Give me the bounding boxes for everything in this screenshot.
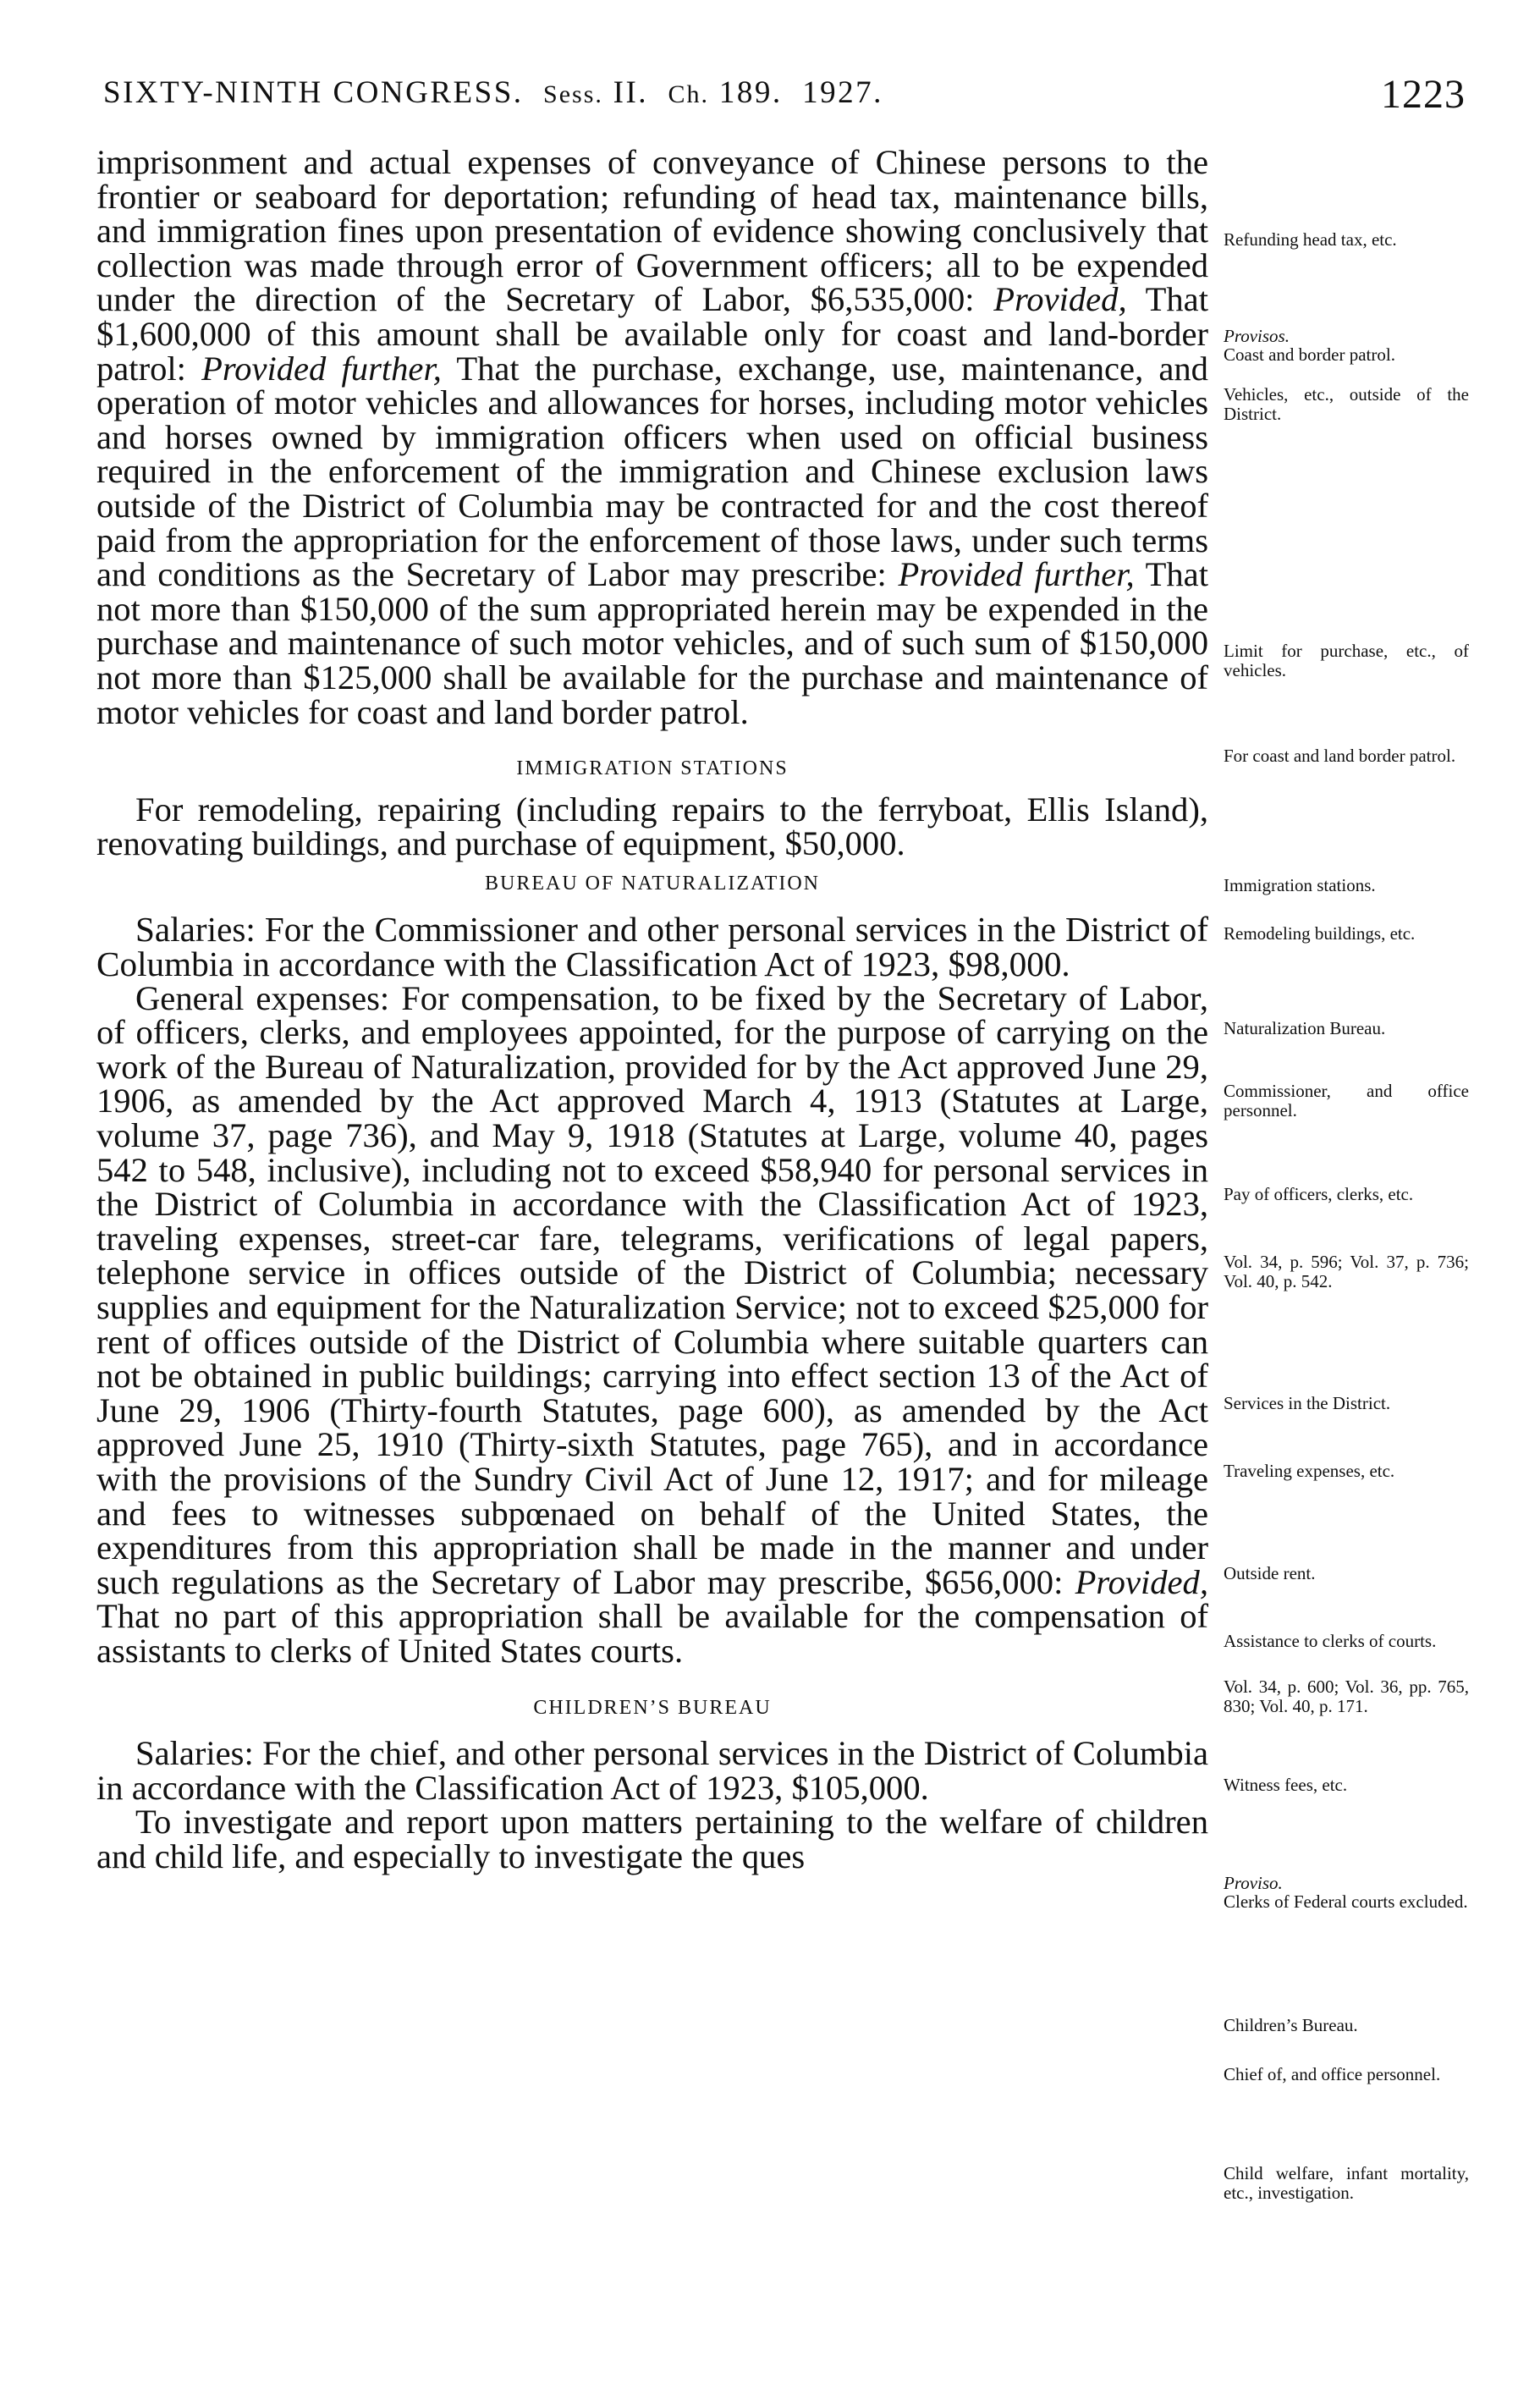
page-number: 1223 xyxy=(1381,72,1466,117)
text-run: imprisonment and actual expenses of conveyance of Chinese persons to the frontier or seaboard for deportation; refunding of head tax, maintenance bills, and immigration fines upon presentation of evidence showing conclusively that collection was made through error of Government officers; all to be expended under the direction of the Secretary of Labor, $6,535,000: xyxy=(96,143,1208,319)
proviso-word: Provided further, xyxy=(201,349,442,388)
margin-note-child-welfare: Child welfare, infant mortality, etc., investigation. xyxy=(1224,2163,1469,2203)
paragraph-naturalization-general-expenses xyxy=(96,978,1208,1670)
margin-note-assistance: Assistance to clerks of courts. xyxy=(1224,1631,1437,1651)
congress-title: SIXTY-NINTH CONGRESS. xyxy=(103,75,524,110)
margin-note-traveling: Traveling expenses, etc. xyxy=(1224,1461,1395,1481)
heading-immigration-stations: IMMIGRATION STATIONS xyxy=(516,757,789,780)
margin-note-commissioner: Commissioner, and office personnel. xyxy=(1224,1081,1469,1120)
margin-note-proviso-label: Proviso. xyxy=(1224,1873,1283,1893)
margin-note-limit: Limit for purchase, etc., of vehicles. xyxy=(1224,641,1469,680)
header-title xyxy=(103,74,883,111)
session-label: Sess. xyxy=(543,80,603,108)
margin-note-outside-rent: Outside rent. xyxy=(1224,1563,1316,1583)
heading-childrens-bureau: CHILDREN’S BUREAU xyxy=(533,1696,772,1719)
margin-note-chief: Chief of, and office personnel. xyxy=(1224,2064,1441,2084)
margin-note-vol-ref: Vol. 34, p. 596; Vol. 37, p. 736; Vol. 40, p. 542. xyxy=(1224,1252,1469,1291)
margin-note-vehicles: Vehicles, etc., outside of the District. xyxy=(1224,384,1469,424)
margin-note-provisos-label: Provisos. xyxy=(1224,326,1290,346)
margin-note-childrens-bureau: Children’s Bureau. xyxy=(1224,2015,1358,2035)
paragraph-immigration-stations: For remodeling, repairing (including repairs to the ferryboat, Ellis Island), renovating buildings, and purchase of equipment, $50,000. xyxy=(96,790,1208,863)
margin-note-pay: Pay of officers, clerks, etc. xyxy=(1224,1184,1414,1204)
running-header xyxy=(103,74,1466,125)
margin-note-refunding: Refunding head tax, etc. xyxy=(1224,229,1397,250)
header-year: 1927. xyxy=(802,75,883,110)
text-run: That no part of this appropriation shall be available for the compensation of assistants to clerks of United States courts. xyxy=(96,1597,1208,1670)
chapter-number: 189. xyxy=(718,75,783,110)
margin-note-naturalization-bureau: Naturalization Bureau. xyxy=(1224,1018,1386,1038)
text-run: That not more than $150,000 of the sum appropriated herein may be expended in the purchase and maintenance of such motor vehicles, and of such sum of $150,000 not more than $125,000 shall be available for the purchase and maintenance of motor vehicles for coast and land border patrol. xyxy=(96,555,1208,731)
paragraph-immigration-expenses xyxy=(96,143,1208,731)
chapter-label: Ch. xyxy=(668,80,710,108)
margin-note-immigration-stations: Immigration stations. xyxy=(1224,875,1376,895)
paragraph-childrens-salaries: Salaries: For the chief, and other personal services in the District of Columbia in accordance with the Classification Act of 1923, $105,000. xyxy=(96,1734,1208,1807)
paragraph-child-welfare: To investigate and report upon matters pertaining to the welfare of children and child life, and especially to investigate the ques xyxy=(96,1803,1208,1875)
proviso-word: Provided, xyxy=(1075,1562,1208,1601)
proviso-word: Provided, xyxy=(993,280,1127,319)
margin-note-services: Services in the District. xyxy=(1224,1393,1391,1413)
text-run: That $1,600,000 of this amount shall be available only for coast and land-border patrol: xyxy=(96,280,1208,388)
proviso-word: Provided further, xyxy=(898,555,1135,594)
text-run: That the purchase, exchange, use, maintenance, and operation of motor vehicles and allowances for horses, including motor vehicles and horses owned by immigration officers when used on official business required in the enforcement of the immigration and Chinese exclusion laws outside of the District of Columbia may be contracted for and the cost thereof paid from the appropriation for the enforcement of those laws, under such terms and conditions as the Secretary of Labor may prescribe: xyxy=(96,349,1208,594)
session-number: II. xyxy=(613,75,649,110)
paragraph-naturalization-salaries: Salaries: For the Commissioner and other personal services in the District of Columbia in accordance with the Classification Act of 1923, $98,000. xyxy=(96,910,1208,984)
margin-note-vol-ref-2: Vol. 34, p. 600; Vol. 36, pp. 765, 830; Vol. 40, p. 171. xyxy=(1224,1676,1469,1716)
main-text-column xyxy=(96,143,1208,1875)
text-run: General expenses: For compensation, to be fixed by the Secretary of Labor, of officers, clerks, and employees appointed, for the purpose of carrying on the work of the Bureau of Naturalization, provided for by the Act approved June 29, 1906, as amended by the Act approved March 4, 1913 (Statutes at Large, volume 37, page 736), and May 9, 1918 (Statutes at Large, volume 40, pages 542 to 548, inclusive), including not to exceed $58,940 for personal services in the District of Columbia in accordance with the Classification Act of 1923, traveling expenses, street-car fare, telegrams, verifications of legal papers, telephone service in offices outside of the District of Columbia; necessary supplies and equipment for the Naturalization Service; not to exceed $25,000 for rent of offices outside of the District of Columbia where suitable quarters can not be obtained in public buildings; carrying into effect section 13 of the Act of June 29, 1906 (Thirty-fourth Statutes, page 600), as amended by the Act approved June 25, 1910 (Thirty-sixth Statutes, page 765), and in accordance with the provisions of the Sundry Civil Act of June 12, 1917; and for mileage and fees to witnesses subpœnaed on behalf of the United States, the expenditures from this appropriation shall be made in the manner and under such regulations as the Secretary of Labor may prescribe, $656,000: xyxy=(96,978,1208,1601)
margin-note-for-coast: For coast and land border patrol. xyxy=(1224,746,1456,766)
margin-note-clerks: Clerks of Federal courts excluded. xyxy=(1224,1891,1468,1912)
margin-note-remodeling: Remodeling buildings, etc. xyxy=(1224,923,1416,944)
heading-bureau-of-naturalization: BUREAU OF NATURALIZATION xyxy=(485,872,820,895)
margin-note-witness: Witness fees, etc. xyxy=(1224,1775,1348,1795)
margin-note-coast-border: Coast and border patrol. xyxy=(1224,344,1395,365)
